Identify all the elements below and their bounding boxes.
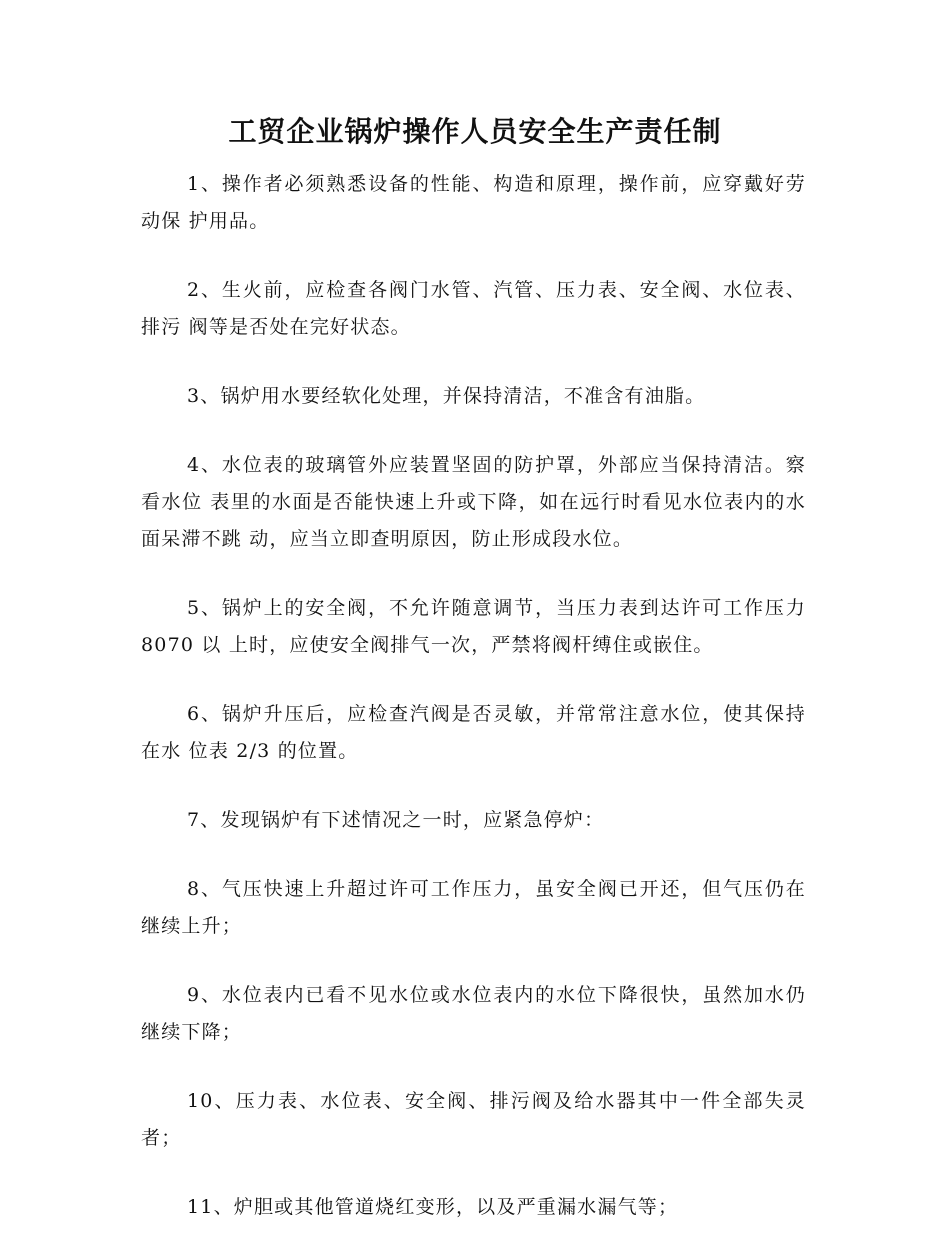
- paragraph-1: 1、操作者必须熟悉设备的性能、构造和原理，操作前，应穿戴好劳动保 护用品。: [141, 173, 806, 232]
- paragraph-6: 6、锅炉升压后，应检查汽阀是否灵敏，并常常注意水位，使其保持在水 位表 2/3 的位置。: [141, 703, 806, 762]
- paragraph-7: 7、发现锅炉有下述情况之一时，应紧急停炉：: [187, 809, 605, 831]
- paragraph-3: 3、锅炉用水要经软化处理，并保持清洁，不准含有油脂。: [187, 385, 706, 407]
- paragraph-5: 5、锅炉上的安全阀，不允许随意调节，当压力表到达许可工作压力 8070 以 上时，应使安全阀排气一次，严禁将阀杆缚住或嵌住。: [141, 597, 806, 656]
- paragraph-4: 4、水位表的玻璃管外应装置坚固的防护罩，外部应当保持清洁。察看水位 表里的水面是否能快速上升或下降，如在远行时看见水位表内的水面呆滞不跳 动，应当立即查明原因，防止形成段水位。: [141, 454, 806, 550]
- paragraph-9: 9、水位表内已看不见水位或水位表内的水位下降很快，虽然加水仍继续下降；: [141, 984, 806, 1043]
- paragraph-11: 11、炉胆或其他管道烧红变形，以及严重漏水漏气等；: [187, 1196, 679, 1218]
- document-title: 工贸企业锅炉操作人员安全生产责任制: [228, 115, 722, 148]
- paragraph-2: 2、生火前，应检查各阀门水管、汽管、压力表、安全阀、水位表、排污 阀等是否处在完好状态。: [141, 279, 806, 338]
- paragraph-10: 10、压力表、水位表、安全阀、排污阀及给水器其中一件全部失灵者；: [141, 1090, 806, 1149]
- paragraph-8: 8、气压快速上升超过许可工作压力，虽安全阀已开还，但气压仍在继续上升；: [141, 878, 806, 937]
- document-body: [141, 166, 806, 1258]
